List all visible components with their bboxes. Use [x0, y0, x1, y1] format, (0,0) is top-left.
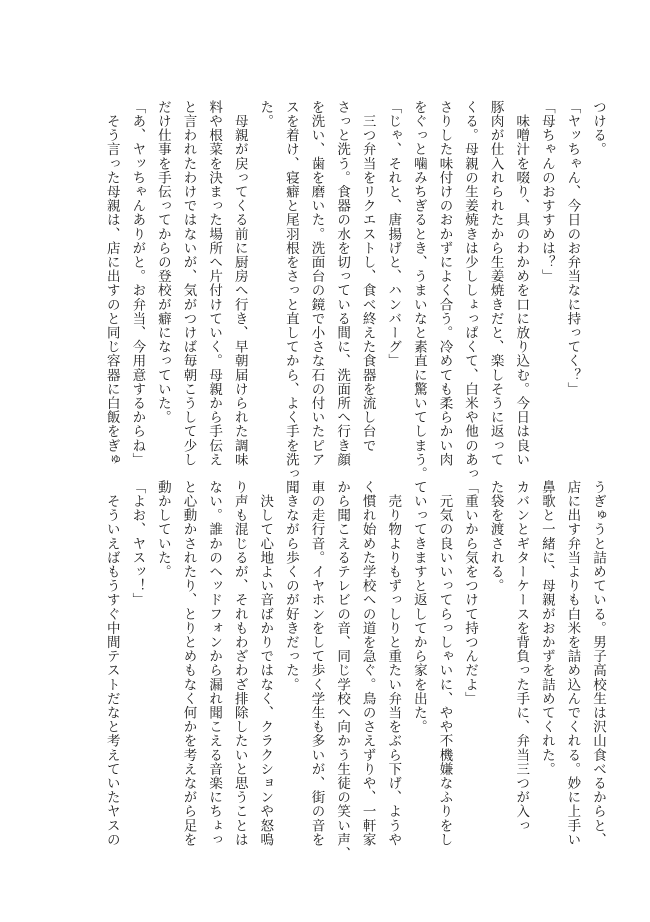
text-line: り声も混じるが、それもわざわざ排除したいと思うことは — [231, 480, 248, 847]
text-line: ていってきますと返してから家を出た。 — [410, 480, 427, 734]
text-line: 「重いから気をつけて持つんだよ」 — [462, 480, 479, 706]
text-line: くる。母親の生姜焼きは少ししょっぱくて、白米や他のあっ — [462, 100, 479, 481]
text-line: 動かしていた。 — [154, 480, 171, 579]
text-line: 「じゃ、それと、唐揚げと、ハンバーグ」 — [385, 100, 402, 368]
text-line: 三つ弁当をリクエストし、食べ終えた食器を流し台で — [359, 100, 376, 453]
text-line: 売り物よりもずっしりと重たい弁当をぶら下げ、ようや — [385, 480, 402, 847]
text-line: と心動かされたり、とりとめもなく何かを考えながら足を — [180, 480, 197, 847]
text-line: 元気の良いいってらっしゃいに、やや不機嫌なふりをし — [436, 480, 453, 847]
text-line: 「あ、ヤッちゃんありがと。お弁当、今用意するからね」 — [129, 100, 146, 467]
text-line: 「母ちゃんのおすすめは？」 — [538, 100, 555, 284]
text-line: 料や根菜を決まった場所へ片付けていく。母親から手伝え — [206, 100, 223, 467]
text-line: うぎゅうと詰めている。男子高校生は沢山食べるからと、 — [590, 480, 606, 847]
text-line: さりした味付けのおかずによく合う。冷めても柔らかい肉 — [436, 100, 453, 467]
text-line: そう言った母親は、店に出すのと同じ容器に白飯をぎゅ — [103, 100, 120, 467]
text-line: 鼻歌と一緒に、母親がおかずを詰めてくれた。 — [538, 480, 555, 777]
text-line: そういえばもうすぐ中間テストだなと考えていたヤスの — [103, 480, 120, 847]
text-line: 「よお、ヤスッ！」 — [129, 480, 146, 607]
text-line: 店に出す弁当よりも白米を詰め込んでくれる。妙に上手い — [564, 480, 581, 847]
text-line: 味噌汁を啜り、具のわかめを口に放り込む。今日は良い — [513, 100, 530, 467]
text-line: ない。誰かのヘッドフォンから漏れ聞こえる音楽にちょっ — [206, 480, 223, 847]
text-line: 母親が戻ってくる前に厨房へ行き、早朝届けられた調味 — [231, 100, 248, 467]
text-line: 聞きながら歩くのが好きだった。 — [282, 480, 299, 692]
text-line: つける。 — [590, 100, 606, 157]
top-text-block — [103, 100, 610, 481]
text-line: スを着け、寝癖と尾羽根をさっと直してから、よく手を洗っ — [282, 100, 299, 481]
text-line: から聞こえるテレビの音、同じ学校へ向かう生徒の笑い声、 — [334, 480, 351, 861]
text-line: をぐっと噛みちぎるとき、うまいなと素直に驚いてしまう。 — [410, 100, 427, 481]
text-line: さっと洗う。食器の水を切っている間に、洗面所へ行き顔 — [334, 100, 351, 467]
text-line: た。 — [257, 100, 274, 129]
text-line: と言われたわけではないが、気がつけば毎朝こうして少し — [180, 100, 197, 467]
text-line: 豚肉が仕入れられたから生姜焼きだと、楽しそうに返って — [487, 100, 504, 467]
text-line: だけ仕事を手伝ってからの登校が癖になっていた。 — [154, 100, 171, 425]
text-line: 「ヤッちゃん、今日のお弁当なに持ってく？」 — [564, 100, 581, 397]
text-line: 車の走行音。イヤホンをして歩く学生も多いが、街の音を — [308, 480, 325, 847]
bottom-text-block — [103, 480, 610, 861]
text-line: く慣れ始めた学校への道を急ぐ。鳥のさえずりや、一軒家 — [359, 480, 376, 847]
text-line: を洗い、歯を磨いた。洗面台の鏡で小さな石の付いたピア — [308, 100, 325, 467]
text-line: カバンとギターケースを背負った手に、弁当三つが入っ — [513, 480, 530, 833]
text-line: た袋を渡される。 — [487, 480, 504, 593]
text-line: 決して心地よい音ばかりではなく、クラクションや怒鳴 — [257, 480, 274, 847]
